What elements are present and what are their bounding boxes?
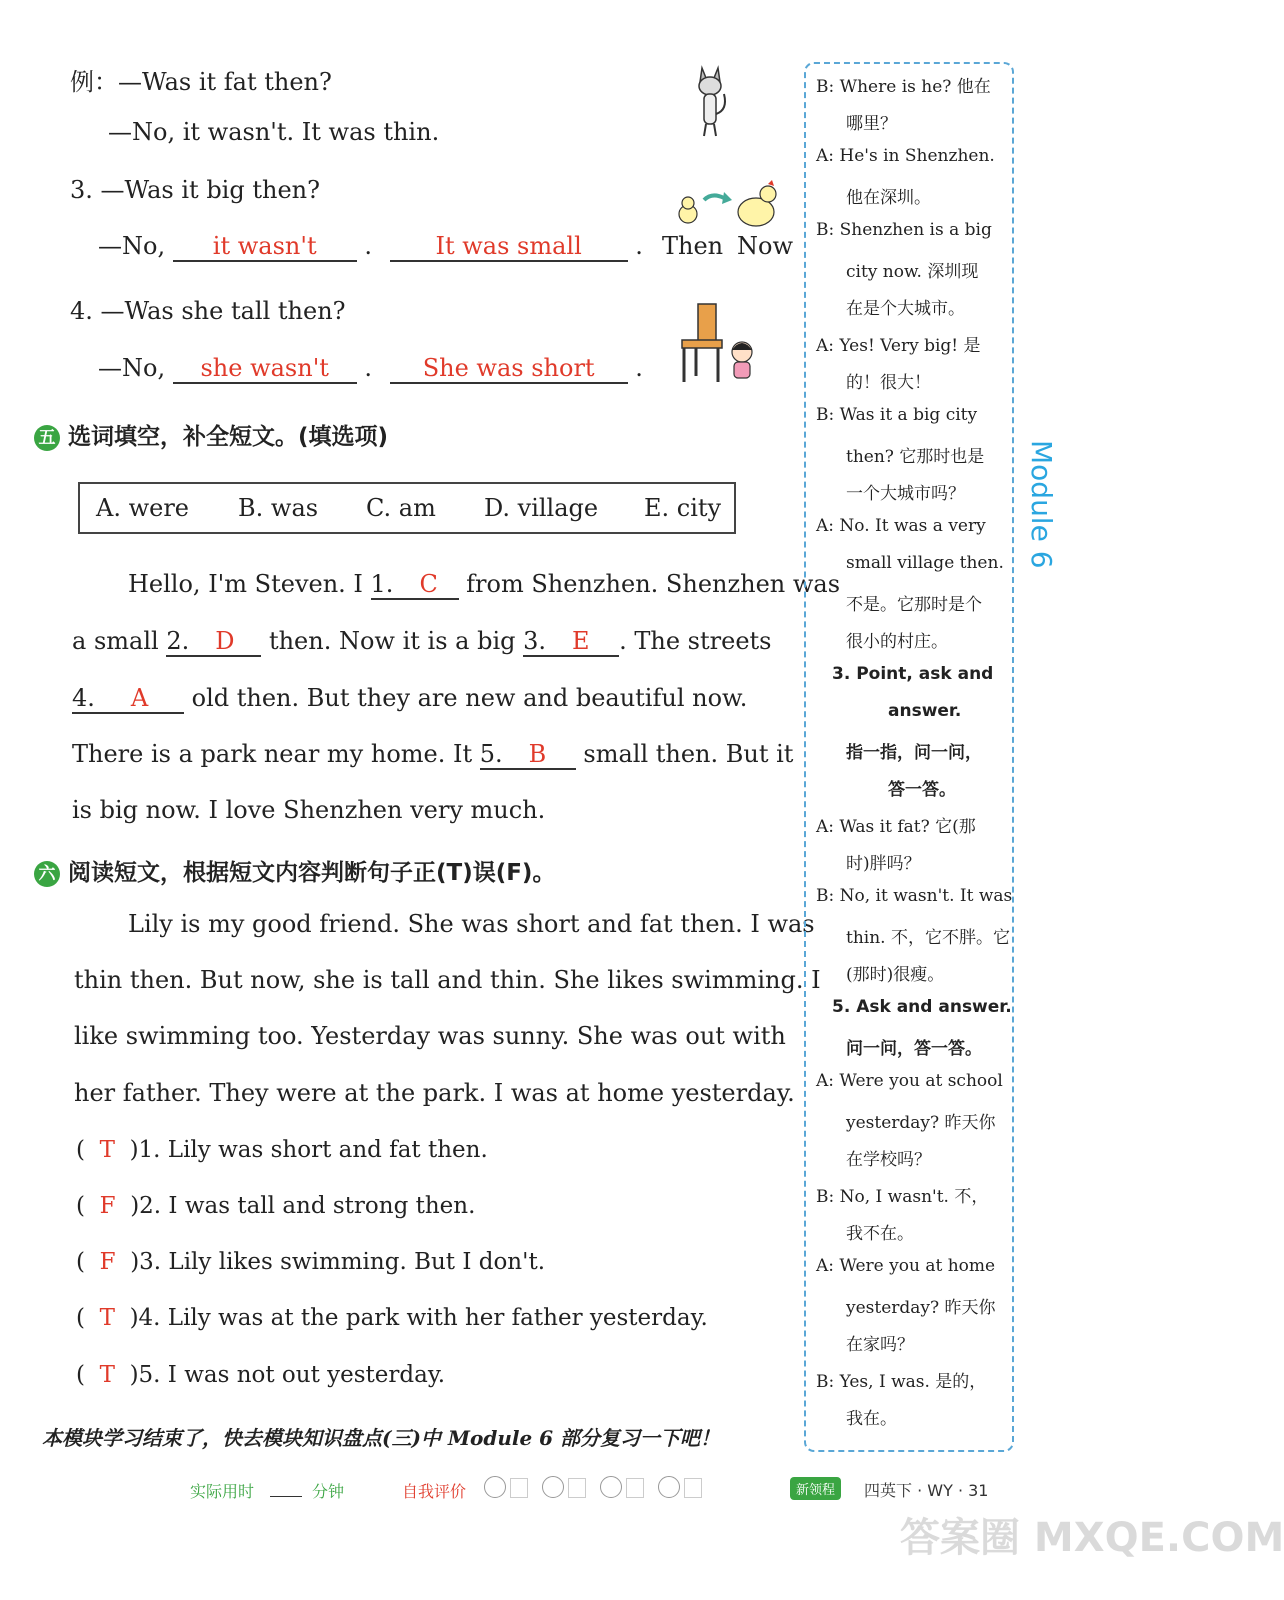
tf-answer[interactable]: F [99, 1249, 116, 1275]
time-blank[interactable] [270, 1496, 302, 1497]
tf-statement: )5. I was not out yesterday. [129, 1362, 446, 1388]
sidebar-line: B: Was it a big city [816, 405, 978, 425]
word-option-d: D. village [484, 494, 599, 522]
passage-text: then. Now it is a big [261, 627, 524, 655]
chick-to-hen-illustration [672, 178, 784, 234]
passage-text: from Shenzhen. Shenzhen was [458, 570, 841, 598]
blank-answer: E [572, 627, 590, 655]
tf-item-5: ( T )5. I was not out yesterday. [76, 1362, 446, 1388]
sidebar-line: B: Shenzhen is a big [816, 220, 992, 240]
face-checkbox[interactable] [510, 1478, 528, 1498]
blank-answer: A [130, 684, 149, 712]
module-tab-label: Module 6 [1025, 440, 1058, 569]
sidebar-line: A: Were you at home [816, 1256, 996, 1276]
sidebar-line: 在学校吗？ [846, 1150, 931, 1170]
word-option-e: E. city [644, 494, 722, 522]
sidebar-line: 他在深圳。 [846, 188, 931, 208]
sidebar-line: small village then. [846, 553, 1004, 573]
bottom-review-note: 本模块学习结束了，快去模块知识盘点(三)中 Module 6 部分复习一下吧！ [42, 1426, 721, 1450]
fill-blank-2[interactable] [166, 627, 261, 657]
sidebar-line: 我不在。 [846, 1224, 914, 1244]
sidebar-line: then? 它那时也是 [846, 447, 985, 467]
q3-dot-2: . [635, 232, 643, 260]
passage-text: . The streets [619, 627, 772, 655]
tf-item-4: ( T )4. Lily was at the park with her father yesterday. [76, 1305, 708, 1331]
self-eval-label: 自我评价 [402, 1482, 467, 1501]
section-6-badge: 六 [34, 861, 60, 887]
blank-answer: B [528, 740, 547, 768]
blank-answer: C [419, 570, 438, 598]
q4-answer-line [98, 354, 643, 384]
q4-dot-2: . [635, 354, 643, 382]
q4-blank-1[interactable]: she wasn't [173, 354, 357, 384]
passage-line-1 [128, 570, 840, 600]
q3-dot-1: . [364, 232, 372, 260]
blank-number: 3. [523, 627, 547, 655]
tf-statement: )1. Lily was short and fat then. [129, 1137, 488, 1163]
face-checkbox[interactable] [568, 1478, 586, 1498]
passage-line-4 [72, 740, 793, 770]
sidebar-line: 我在。 [846, 1409, 897, 1429]
passage-text: Hello, I'm Steven. I [128, 570, 371, 598]
example-answer: —No, it wasn't. It was thin. [108, 118, 440, 146]
fill-blank-3[interactable] [523, 627, 619, 657]
thin-cat-illustration [688, 64, 732, 140]
tf-statement: )2. I was tall and strong then. [130, 1193, 476, 1219]
fill-blank-4[interactable] [72, 684, 184, 714]
sidebar-line: 在家吗？ [846, 1335, 914, 1355]
sidebar-line: city now. 深圳现 [846, 262, 979, 282]
sidebar-line: A: Was it fat? 它(那 [816, 817, 976, 837]
passage-line-3 [72, 684, 747, 714]
q4-blank-2[interactable]: She was short [390, 354, 628, 384]
sidebar-line: thin. 不，它不胖。它 [846, 928, 1010, 948]
blank-answer: D [215, 627, 235, 655]
sidebar-line: 在是个大城市。 [846, 299, 965, 319]
q4-dot-1: . [364, 354, 372, 382]
passage-text: There is a park near my home. It [72, 740, 480, 768]
tf-answer[interactable]: T [99, 1137, 115, 1163]
section-6-heading: 阅读短文，根据短文内容判断句子正(T)误(F)。 [68, 860, 556, 886]
sidebar-line: B: No, it wasn't. It was [816, 886, 1013, 906]
module-tab [1018, 440, 1058, 590]
tf-item-1: ( T )1. Lily was short and fat then. [76, 1137, 488, 1163]
page-info: 四英下 · WY · 31 [864, 1481, 989, 1500]
sidebar-line: 不是。它那时是个 [846, 595, 982, 615]
q4-question: 4. —Was she tall then? [70, 297, 346, 325]
blank-number: 2. [166, 627, 190, 655]
reading-line-4: her father. They were at the park. I was at home yesterday. [74, 1079, 795, 1107]
sidebar-line: A: Were you at school [816, 1071, 1003, 1091]
word-bank-box [78, 482, 736, 534]
sidebar-line: 3. Point, ask and [832, 664, 994, 684]
passage-text: old then. But they are new and beautiful now. [184, 684, 748, 712]
sidebar-line: 答一答。 [888, 780, 956, 800]
sidebar-line: yesterday? 昨天你 [846, 1298, 996, 1318]
q4-prefix: —No, [98, 354, 166, 382]
section-5-heading: 选词填空，补全短文。(填选项) [68, 424, 389, 450]
sidebar-line: 一个大城市吗？ [846, 484, 965, 504]
sidebar-line: A: No. It was a very [816, 516, 986, 536]
tf-item-2: ( F )2. I was tall and strong then. [76, 1193, 476, 1219]
time-label: 实际用时 [190, 1482, 255, 1501]
now-label: Now [737, 232, 793, 260]
sidebar-line: 问一问，答一答。 [846, 1039, 982, 1059]
sidebar-line: answer. [888, 701, 962, 721]
section-5-title [34, 418, 388, 451]
sidebar-line: 的！很大！ [846, 373, 931, 393]
passage-text: small then. But it [575, 740, 794, 768]
face-fair-icon [600, 1476, 622, 1498]
sidebar-line: 很小的村庄。 [846, 632, 948, 652]
section-6-title [34, 854, 555, 887]
q3-blank-1[interactable]: it wasn't [173, 232, 357, 262]
q3-question: 3. —Was it big then? [70, 176, 320, 204]
sidebar-line: (那时)很瘦。 [846, 965, 945, 985]
sidebar-line: 时)胖吗？ [846, 854, 921, 874]
passage-line-2 [72, 627, 771, 657]
sidebar-line: 哪里？ [846, 114, 897, 134]
chair-and-girl-illustration [676, 298, 766, 386]
reading-line-3: like swimming too. Yesterday was sunny. She was out with [74, 1022, 786, 1050]
tf-answer[interactable]: F [99, 1193, 116, 1219]
face-checkbox[interactable] [626, 1478, 644, 1498]
self-eval-faces [484, 1476, 702, 1502]
sidebar-line: 指一指，问一问， [846, 743, 982, 763]
face-excellent-icon [484, 1476, 506, 1498]
example-question: 例：—Was it fat then? [70, 68, 332, 96]
sidebar-line: A: Yes! Very big! 是 [816, 336, 981, 356]
face-checkbox[interactable] [684, 1478, 702, 1498]
tf-statement: )4. Lily was at the park with her father yesterday. [129, 1305, 708, 1331]
watermark: 答案圈 MXQE.COM [900, 1515, 1284, 1561]
face-good-icon [542, 1476, 564, 1498]
blank-number: 4. [72, 684, 95, 712]
blank-number: 5. [479, 740, 503, 768]
sidebar-line: B: Where is he? 他在 [816, 77, 991, 97]
time-unit: 分钟 [312, 1482, 345, 1501]
blank-number: 1. [370, 570, 394, 598]
sidebar-line: yesterday? 昨天你 [846, 1113, 996, 1133]
then-label: Then [662, 232, 724, 260]
q3-answer-line [98, 232, 643, 262]
passage-text: a small [72, 627, 167, 655]
q3-blank-2[interactable]: It was small [390, 232, 628, 262]
face-poor-icon [658, 1476, 680, 1498]
word-option-a: A. were [96, 494, 190, 522]
brand-badge: 新领程 [790, 1477, 841, 1500]
fill-blank-1[interactable] [371, 570, 459, 600]
tf-answer[interactable]: T [99, 1305, 115, 1331]
tf-item-3: ( F )3. Lily likes swimming. But I don't. [76, 1249, 546, 1275]
fill-blank-5[interactable] [480, 740, 576, 770]
q3-prefix: —No, [98, 232, 166, 260]
sidebar-line: B: No, I wasn't. 不， [816, 1187, 989, 1207]
sidebar-line: 5. Ask and answer. [832, 997, 1012, 1017]
section-5-badge: 五 [34, 425, 60, 451]
sidebar-line: B: Yes, I was. 是的， [816, 1372, 987, 1392]
tf-answer[interactable]: T [99, 1362, 115, 1388]
tf-statement: )3. Lily likes swimming. But I don't. [130, 1249, 546, 1275]
passage-line-5: is big now. I love Shenzhen very much. [72, 796, 546, 824]
reading-line-1: Lily is my good friend. She was short and fat then. I was [128, 910, 815, 938]
word-option-b: B. was [238, 494, 319, 522]
word-option-c: C. am [366, 494, 436, 522]
sidebar-line: A: He's in Shenzhen. [816, 146, 995, 166]
reading-line-2: thin then. But now, she is tall and thin. She likes swimming. I [74, 966, 821, 994]
